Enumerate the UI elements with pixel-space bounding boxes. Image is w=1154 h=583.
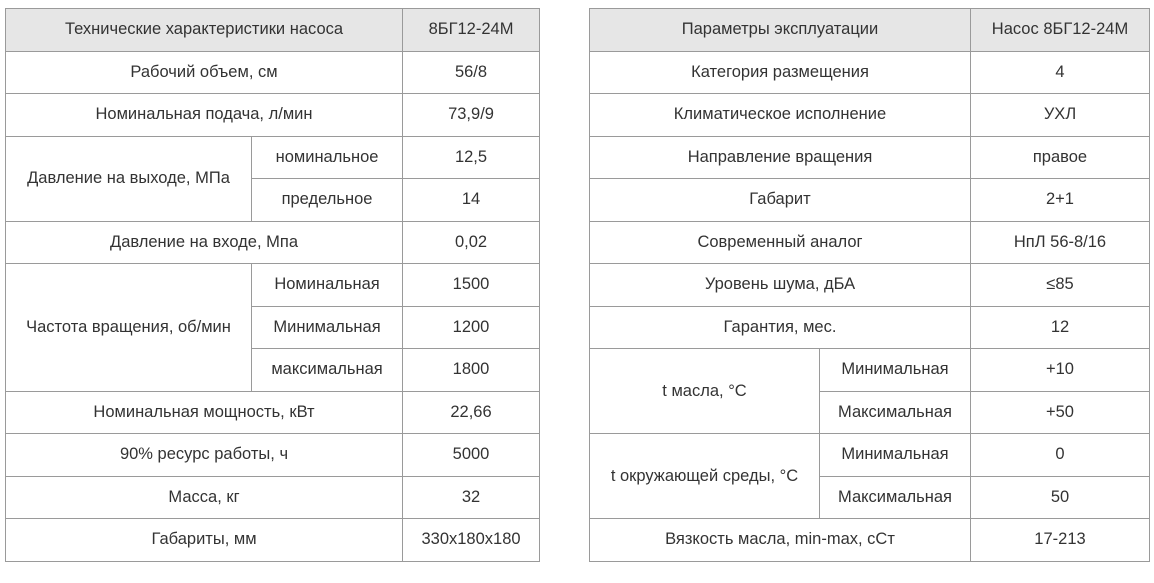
header-param-cell: Технические характеристики насоса xyxy=(6,9,403,52)
row-value: правое xyxy=(971,136,1150,179)
table-row xyxy=(590,136,1150,179)
table-row xyxy=(6,51,540,94)
row-value: 56/8 xyxy=(403,51,540,94)
table-row xyxy=(590,519,1150,562)
row-value: 4 xyxy=(971,51,1150,94)
row-group-label: Частота вращения, об/мин xyxy=(6,264,252,392)
table-row xyxy=(6,94,540,137)
row-group-label: t масла, °C xyxy=(590,349,820,434)
row-value: 2+1 xyxy=(971,179,1150,222)
table-row xyxy=(6,391,540,434)
row-label: Номинальная подача, л/мин xyxy=(6,94,403,137)
table-row xyxy=(590,94,1150,137)
table-row xyxy=(590,179,1150,222)
table-row xyxy=(590,51,1150,94)
row-label: Рабочий объем, см xyxy=(6,51,403,94)
row-label: Масса, кг xyxy=(6,476,403,519)
row-value: 32 xyxy=(403,476,540,519)
table-row xyxy=(590,221,1150,264)
row-label: Направление вращения xyxy=(590,136,971,179)
row-label: Климатическое исполнение xyxy=(590,94,971,137)
row-sublabel: Максимальная xyxy=(820,391,971,434)
row-value: 50 xyxy=(971,476,1150,519)
header-model-cell: Насос 8БГ12-24М xyxy=(971,9,1150,52)
row-value: 12,5 xyxy=(403,136,540,179)
row-value: НпЛ 56-8/16 xyxy=(971,221,1150,264)
row-sublabel: предельное xyxy=(252,179,403,222)
table-row xyxy=(590,264,1150,307)
row-label: 90% ресурс работы, ч xyxy=(6,434,403,477)
table-row xyxy=(590,349,1150,392)
row-label: Габариты, мм xyxy=(6,519,403,562)
row-label: Современный аналог xyxy=(590,221,971,264)
row-label: Гарантия, мес. xyxy=(590,306,971,349)
row-sublabel: максимальная xyxy=(252,349,403,392)
row-value: 73,9/9 xyxy=(403,94,540,137)
table-row xyxy=(590,306,1150,349)
table-row xyxy=(6,476,540,519)
row-value: 22,66 xyxy=(403,391,540,434)
row-group-label: Давление на выходе, МПа xyxy=(6,136,252,221)
table-row xyxy=(6,136,540,179)
row-value: 1800 xyxy=(403,349,540,392)
row-value: УХЛ xyxy=(971,94,1150,137)
row-sublabel: Минимальная xyxy=(820,434,971,477)
row-label: Номинальная мощность, кВт xyxy=(6,391,403,434)
row-label: Габарит xyxy=(590,179,971,222)
row-value: 0,02 xyxy=(403,221,540,264)
row-value: 17-213 xyxy=(971,519,1150,562)
table-header-row xyxy=(590,9,1150,52)
header-param-cell: Параметры эксплуатации xyxy=(590,9,971,52)
row-sublabel: Номинальная xyxy=(252,264,403,307)
row-value: 1200 xyxy=(403,306,540,349)
row-value: 330x180x180 xyxy=(403,519,540,562)
table-row xyxy=(6,264,540,307)
row-value: 14 xyxy=(403,179,540,222)
row-label: Давление на входе, Мпа xyxy=(6,221,403,264)
row-group-label: t окружающей среды, °C xyxy=(590,434,820,519)
row-label: Категория размещения xyxy=(590,51,971,94)
row-value: 0 xyxy=(971,434,1150,477)
row-value: +10 xyxy=(971,349,1150,392)
row-sublabel: Минимальная xyxy=(820,349,971,392)
row-value: 5000 xyxy=(403,434,540,477)
table-header-row xyxy=(6,9,540,52)
row-sublabel: номинальное xyxy=(252,136,403,179)
row-label: Вязкость масла, min-max, сСт xyxy=(590,519,971,562)
table-row xyxy=(590,434,1150,477)
header-model-cell: 8БГ12-24М xyxy=(403,9,540,52)
row-value: +50 xyxy=(971,391,1150,434)
pump-specs-table xyxy=(5,8,540,562)
row-value: 12 xyxy=(971,306,1150,349)
table-row xyxy=(6,519,540,562)
row-value: ≤85 xyxy=(971,264,1150,307)
row-sublabel: Минимальная xyxy=(252,306,403,349)
row-label: Уровень шума, дБА xyxy=(590,264,971,307)
table-row xyxy=(6,221,540,264)
row-value: 1500 xyxy=(403,264,540,307)
operation-params-table xyxy=(589,8,1150,562)
table-row xyxy=(6,434,540,477)
row-sublabel: Максимальная xyxy=(820,476,971,519)
